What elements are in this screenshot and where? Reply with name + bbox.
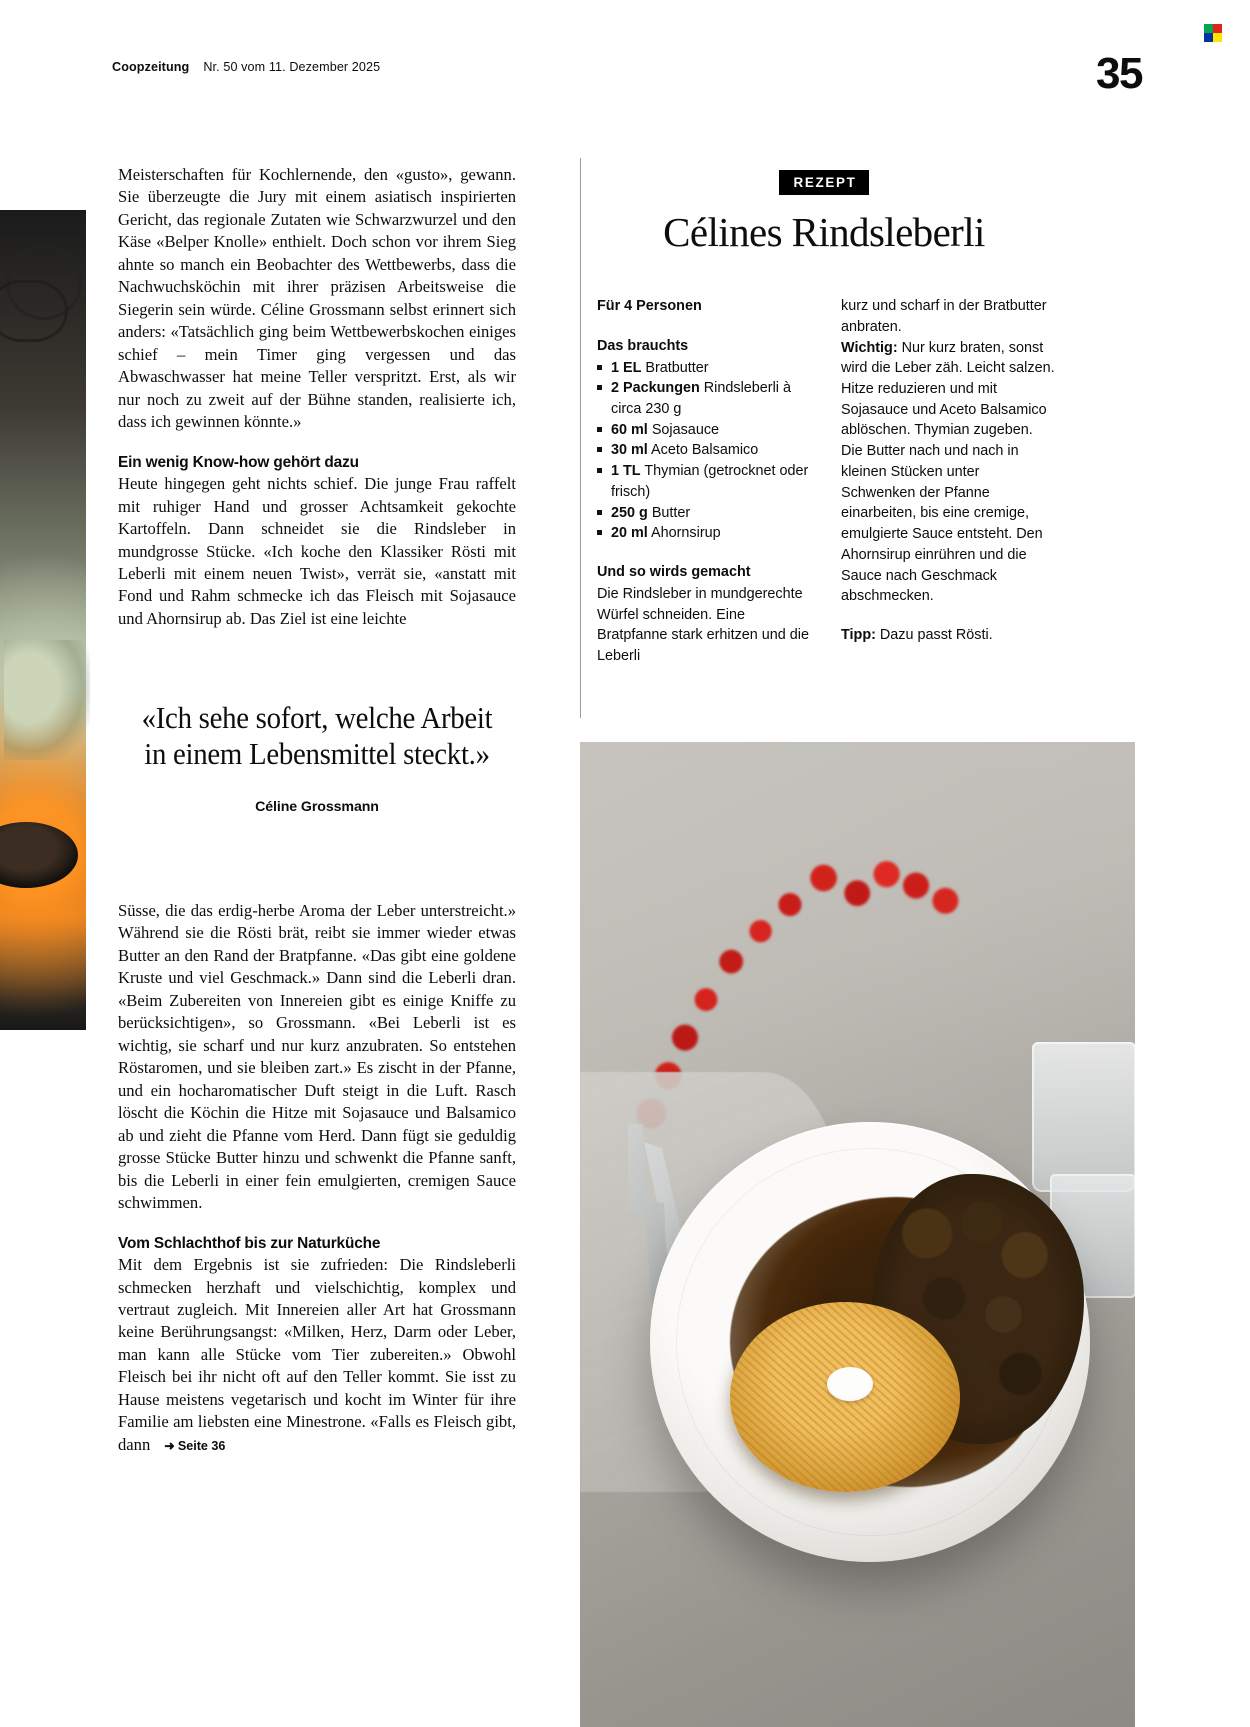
masthead-issue: Nr. 50 vom 11. Dezember 2025 <box>203 60 381 74</box>
ingredient-item <box>597 358 811 379</box>
ingredient-name: Sojasauce <box>651 421 720 438</box>
article-paragraph-1: Meisterschaften für Kochlernende, den «gusto», gewann. Sie überzeugte die Jury mit einem asiatisch inspirierten Gericht, das regionale Zutaten wie Schwarzwurzel und den Käse «Belper Knolle» enthielt. Doch schon vor ihrem Sieg ahnte so manch ein Beobachter des Wettbewerbs, dass die Nachwuchsköchin mit ihrer präzisen Arbeitsweise die Siegerin sein würde. Céline Grossmann selbst erinnert sich anders: «Tatsächlich ging beim Wettbewerbskochen einiges schief – mein Timer ging vergessen und das Abwaschwasser hat meine Teller verspritzt. Erst, als wir nur noch zu zweit auf der Bühne standen, realisierte ich, dass ich gewinnen könnte.» <box>118 165 516 432</box>
ingredient-name: Thymian (getrocknet oder frisch) <box>611 463 809 500</box>
tip-text: Dazu passt Rösti. <box>875 627 993 644</box>
article-paragraph-2: Heute hingegen geht nichts schief. Die junge Frau raffelt mit ruhiger Hand und grosser Achtsamkeit gekochte Kartoffeln. Dann schneidet sie die Rindsleber in mundgrosse Stücke. «Ich koche den Klassiker Rösti mit Leberli mit einem neuen Twist», verrät sie, «anstatt mit Fond und Rahm schmecke ich das Fleisch mit Sojasauce und Ahornsirup ab. Das Ziel ist eine leichte <box>118 474 516 628</box>
rosti <box>730 1302 960 1492</box>
ingredient-item <box>597 378 811 419</box>
method-part-1: Die Rindsleber in mundgerechte Würfel schneiden. Eine Bratpfanne stark erhitzen und die Leberli <box>597 585 809 665</box>
ingredient-amount: 250 g <box>611 504 648 521</box>
masthead-brand: Coopzeitung <box>112 60 190 74</box>
method-part-2: kurz und scharf in der Bratbutter anbraten. <box>841 298 1047 335</box>
important-text: Nur kurz braten, sonst wird die Leber zäh. Leicht salzen. Hitze reduzieren und mit Sojasauce und Aceto Balsamico ablöschen. Thymian zugeben. Die Butter nach und nach in kleinen Stücken unter Schwenken der Pfanne einarbeiten, bis eine cremige, emulgierte Sauce entsteht. Den Ahornsirup einrühren und die Sauce nach Geschmack abschmecken. <box>841 339 1055 605</box>
method-heading: Und so wirds gemacht <box>597 564 751 581</box>
pull-quote-attribution: Céline Grossmann <box>255 798 379 815</box>
ingredient-amount: 30 ml <box>611 442 648 459</box>
color-swatch-red <box>1213 24 1222 33</box>
decor-leaf <box>4 640 90 760</box>
pull-quote-text: «Ich sehe sofort, welche Arbeit in einem Lebensmittel steckt.» <box>141 700 493 772</box>
drinking-glass-upper <box>1032 1042 1135 1192</box>
article-paragraph-3: Süsse, die das erdig-herbe Aroma der Leber unterstreicht.» Während sie die Rösti brät, reibt sie immer wieder etwas Butter an den Rand der Bratpfanne. «Das gibt eine goldene Kruste und viel Geschmack.» Dann sind die Leberli dran. «Beim Zubereiten von Innereien gibt es einige Kniffe zu berücksichtigen», so Grossmann. «Bei Leberli ist es wichtig, sie scharf und nur kurz anzubraten. So entstehen Röstaromen, und sie bleiben zart.» Es zischt in der Pfanne, und ein hocharomatischer Duft steigt in die Luft. Rasch löscht die Köchin die Hitze mit Sojasauce und Balsamico ab und zieht die Pfanne vom Herd. Dann fügt sie geduldig grosse Stücke Butter hinzu und schwenkt die Pfanne sanft, bis die Leberli in einer fein emulgierten, cremigen Sauce schwimmen. <box>118 901 516 1213</box>
jump-label: Seite 36 <box>177 1438 226 1453</box>
article-column-top <box>118 164 516 630</box>
ingredient-name: Bratbutter <box>645 359 709 376</box>
article-column-bottom <box>118 900 516 1456</box>
recipe-badge: REZEPT <box>779 170 868 195</box>
recipe-box <box>580 158 1067 718</box>
recipe-columns <box>581 296 1067 667</box>
decor-ring-2 <box>0 280 68 342</box>
ingredient-amount: 20 ml <box>611 525 648 542</box>
spacer <box>597 544 811 562</box>
food-photograph <box>580 742 1135 1727</box>
ingredient-item <box>597 420 811 441</box>
ingredients-heading: Das brauchts <box>597 337 689 354</box>
recipe-column-right <box>841 296 1055 667</box>
ingredient-item <box>597 523 811 544</box>
color-swatch-blue <box>1204 33 1213 42</box>
method-tip <box>841 625 1055 646</box>
page-number: 35 <box>1096 49 1142 98</box>
recipe-column-left <box>597 296 811 667</box>
article-subhead-1: Ein wenig Know-how gehört dazu <box>118 453 359 471</box>
spacer <box>597 318 811 336</box>
color-swatch-green <box>1204 24 1213 33</box>
article-paragraph-4 <box>118 1254 516 1456</box>
ingredients-list <box>597 358 811 545</box>
ingredient-name: Aceto Balsamico <box>651 442 759 459</box>
edible-flower-garnish <box>838 1370 858 1386</box>
article-paragraph-4-text: Mit dem Ergebnis ist sie zufrieden: Die Rindsleberli schmecken herzhaft und vielschichtig, komplex und vertraut zugleich. Mit Innereien aller Art hat Grossmann keine Berührungsangst: «Milken, Herz, Darm oder Leber, man kann alle Stücke vom Tier zubereiten.» Obwohl Fleisch bei ihr nicht oft auf den Teller kommt. Sie isst zu Hause meistens vegetarisch und kocht im Winter für ihre Familie am liebsten eine Minestrone. «Falls es Fleisch gibt, dann <box>118 1255 516 1454</box>
masthead <box>112 60 380 74</box>
edge-photo-strip <box>0 210 86 1030</box>
decor-bowl <box>0 822 78 888</box>
recipe-servings: Für 4 Personen <box>597 298 702 315</box>
ingredient-amount: 2 Packungen <box>611 380 700 397</box>
arrow-right-icon: ➜ <box>164 1438 175 1453</box>
ingredient-name: Butter <box>651 504 691 521</box>
ingredient-item <box>597 503 811 524</box>
pull-quote <box>118 700 516 815</box>
article-subhead-2: Vom Schlachthof bis zur Naturküche <box>118 1234 381 1252</box>
ingredient-amount: 1 TL <box>611 463 641 480</box>
ingredient-name: Rindsleberli à circa 230 g <box>611 380 791 417</box>
ingredient-name: Ahornsirup <box>651 525 721 542</box>
color-swatch-yellow <box>1213 33 1222 42</box>
tip-label: Tipp: <box>841 627 876 644</box>
important-label: Wichtig: <box>841 339 898 356</box>
ingredient-item <box>597 440 811 461</box>
registration-color-mark <box>1204 24 1222 42</box>
method-important <box>841 338 1055 608</box>
recipe-title: Célines Rindsleberli <box>663 209 985 255</box>
ingredient-item <box>597 461 811 502</box>
ingredient-amount: 1 EL <box>611 359 642 376</box>
spacer <box>841 607 1055 625</box>
jump-to-page[interactable] <box>164 1439 225 1453</box>
ingredient-amount: 60 ml <box>611 421 648 438</box>
